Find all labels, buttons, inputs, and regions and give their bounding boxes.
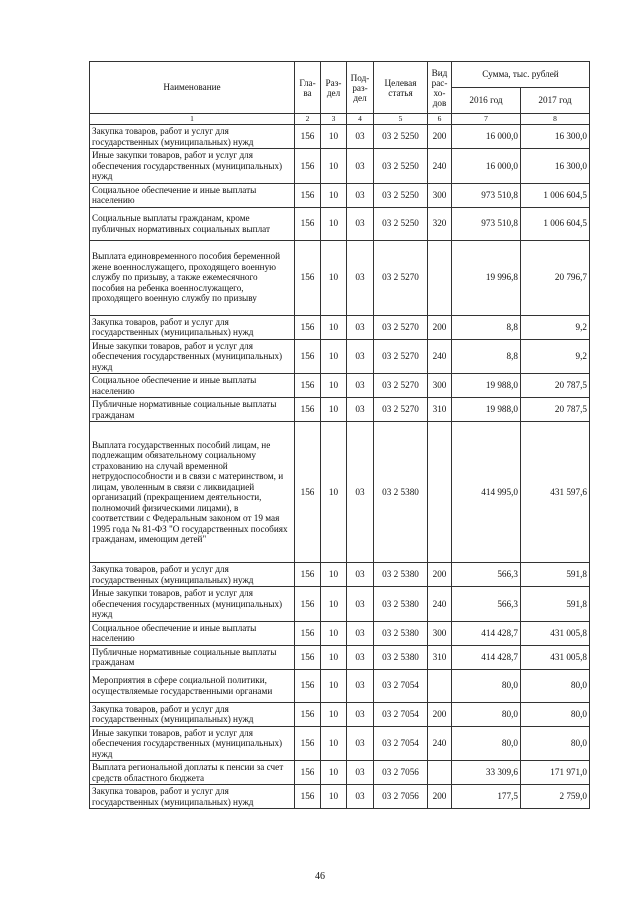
table-row — [90, 785, 590, 809]
row-vid — [428, 240, 452, 315]
row-name: Социальное обеспечение и иные выплаты населению — [90, 621, 295, 645]
row-celevaya: 03 2 5380 — [374, 422, 428, 563]
row-vid — [428, 761, 452, 785]
table-row — [90, 398, 590, 422]
row-celevaya: 03 2 5250 — [374, 125, 428, 149]
row-sum-2017: 431 597,6 — [521, 422, 590, 563]
row-podrazdel: 03 — [347, 563, 374, 587]
row-sum-2016: 566,3 — [452, 563, 521, 587]
row-name: Публичные нормативные социальные выплаты гражданам — [90, 398, 295, 422]
row-sum-2016: 16 000,0 — [452, 125, 521, 149]
row-glava: 156 — [295, 339, 321, 374]
column-number: 8 — [521, 114, 590, 125]
row-razdel: 10 — [321, 645, 347, 669]
row-vid: 240 — [428, 726, 452, 761]
header-celevaya: Целевая статья — [374, 62, 428, 114]
column-number-row — [90, 114, 590, 125]
row-name: Закупка товаров, работ и услуг для государственных (муниципальных) нужд — [90, 315, 295, 339]
row-vid: 300 — [428, 621, 452, 645]
table-row — [90, 726, 590, 761]
table-row — [90, 240, 590, 315]
row-name: Социальное обеспечение и иные выплаты населению — [90, 183, 295, 207]
row-celevaya: 03 2 7054 — [374, 702, 428, 726]
row-glava: 156 — [295, 374, 321, 398]
column-number: 7 — [452, 114, 521, 125]
row-razdel: 10 — [321, 240, 347, 315]
row-sum-2017: 591,8 — [521, 563, 590, 587]
row-glava: 156 — [295, 726, 321, 761]
row-sum-2017: 80,0 — [521, 702, 590, 726]
row-glava: 156 — [295, 422, 321, 563]
row-sum-2017: 20 787,5 — [521, 374, 590, 398]
row-sum-2017: 16 300,0 — [521, 149, 590, 184]
row-sum-2017: 171 971,0 — [521, 761, 590, 785]
table-row — [90, 125, 590, 149]
table-row — [90, 702, 590, 726]
row-name: Закупка товаров, работ и услуг для государственных (муниципальных) нужд — [90, 125, 295, 149]
row-glava: 156 — [295, 240, 321, 315]
header-razdel: Раз-дел — [321, 62, 347, 114]
row-vid: 240 — [428, 149, 452, 184]
table-row — [90, 339, 590, 374]
table-row — [90, 761, 590, 785]
table-row — [90, 645, 590, 669]
row-sum-2017: 431 005,8 — [521, 645, 590, 669]
row-celevaya: 03 2 5250 — [374, 183, 428, 207]
row-razdel: 10 — [321, 207, 347, 240]
row-name: Социальные выплаты гражданам, кроме публичных нормативных социальных выплат — [90, 207, 295, 240]
row-sum-2017: 1 006 604,5 — [521, 183, 590, 207]
row-sum-2017: 9,2 — [521, 339, 590, 374]
row-razdel: 10 — [321, 339, 347, 374]
row-sum-2016: 973 510,8 — [452, 207, 521, 240]
row-vid — [428, 669, 452, 702]
row-celevaya: 03 2 5270 — [374, 339, 428, 374]
row-sum-2016: 414 428,7 — [452, 645, 521, 669]
row-celevaya: 03 2 5270 — [374, 240, 428, 315]
row-vid: 200 — [428, 125, 452, 149]
row-glava: 156 — [295, 183, 321, 207]
row-name: Иные закупки товаров, работ и услуг для обеспечения государственных (муниципальных) нужд — [90, 339, 295, 374]
row-sum-2017: 431 005,8 — [521, 621, 590, 645]
row-name: Закупка товаров, работ и услуг для государственных (муниципальных) нужд — [90, 563, 295, 587]
table-row — [90, 669, 590, 702]
row-name: Выплата региональной доплаты к пенсии за счет средств областного бюджета — [90, 761, 295, 785]
row-razdel: 10 — [321, 761, 347, 785]
header-name: Наименование — [90, 62, 295, 114]
table-row — [90, 422, 590, 563]
row-glava: 156 — [295, 645, 321, 669]
row-podrazdel: 03 — [347, 149, 374, 184]
row-podrazdel: 03 — [347, 339, 374, 374]
row-podrazdel: 03 — [347, 669, 374, 702]
column-number: 1 — [90, 114, 295, 125]
table-row — [90, 374, 590, 398]
table-row — [90, 149, 590, 184]
row-sum-2017: 20 787,5 — [521, 398, 590, 422]
row-sum-2016: 16 000,0 — [452, 149, 521, 184]
row-sum-2017: 80,0 — [521, 669, 590, 702]
row-sum-2016: 80,0 — [452, 669, 521, 702]
row-sum-2016: 19 988,0 — [452, 374, 521, 398]
table-body — [90, 125, 590, 809]
header-glava: Гла-ва — [295, 62, 321, 114]
row-podrazdel: 03 — [347, 702, 374, 726]
row-name: Закупка товаров, работ и услуг для государственных (муниципальных) нужд — [90, 702, 295, 726]
row-sum-2016: 33 309,6 — [452, 761, 521, 785]
row-sum-2016: 19 988,0 — [452, 398, 521, 422]
row-sum-2017: 2 759,0 — [521, 785, 590, 809]
row-glava: 156 — [295, 398, 321, 422]
row-sum-2017: 1 006 604,5 — [521, 207, 590, 240]
row-vid: 200 — [428, 785, 452, 809]
row-sum-2017: 16 300,0 — [521, 125, 590, 149]
row-podrazdel: 03 — [347, 785, 374, 809]
row-sum-2017: 591,8 — [521, 587, 590, 622]
row-glava: 156 — [295, 621, 321, 645]
table-row — [90, 587, 590, 622]
row-glava: 156 — [295, 669, 321, 702]
row-glava: 156 — [295, 125, 321, 149]
column-number: 2 — [295, 114, 321, 125]
row-podrazdel: 03 — [347, 621, 374, 645]
row-sum-2016: 414 428,7 — [452, 621, 521, 645]
row-razdel: 10 — [321, 563, 347, 587]
row-razdel: 10 — [321, 702, 347, 726]
budget-table — [89, 61, 590, 809]
row-glava: 156 — [295, 315, 321, 339]
table-row — [90, 621, 590, 645]
row-name: Выплата единовременного пособия беременной жене военнослужащего, проходящего военную службу по призыву, а также ежемесячного пособия на ребенка военнослужащего, проходящего военную службу по призыву — [90, 240, 295, 315]
row-vid: 320 — [428, 207, 452, 240]
row-podrazdel: 03 — [347, 761, 374, 785]
row-razdel: 10 — [321, 183, 347, 207]
row-podrazdel: 03 — [347, 645, 374, 669]
row-glava: 156 — [295, 785, 321, 809]
column-number: 5 — [374, 114, 428, 125]
row-sum-2016: 566,3 — [452, 587, 521, 622]
row-celevaya: 03 2 7054 — [374, 726, 428, 761]
row-vid: 200 — [428, 563, 452, 587]
row-sum-2016: 19 996,8 — [452, 240, 521, 315]
row-name: Публичные нормативные социальные выплаты гражданам — [90, 645, 295, 669]
row-sum-2016: 80,0 — [452, 726, 521, 761]
row-glava: 156 — [295, 207, 321, 240]
row-celevaya: 03 2 7056 — [374, 785, 428, 809]
row-podrazdel: 03 — [347, 240, 374, 315]
row-celevaya: 03 2 7054 — [374, 669, 428, 702]
column-number: 4 — [347, 114, 374, 125]
row-celevaya: 03 2 5270 — [374, 398, 428, 422]
row-name: Иные закупки товаров, работ и услуг для обеспечения государственных (муниципальных) нужд — [90, 726, 295, 761]
row-podrazdel: 03 — [347, 398, 374, 422]
row-vid — [428, 422, 452, 563]
row-vid: 300 — [428, 374, 452, 398]
row-sum-2016: 177,5 — [452, 785, 521, 809]
row-podrazdel: 03 — [347, 125, 374, 149]
row-razdel: 10 — [321, 587, 347, 622]
table-row — [90, 315, 590, 339]
row-razdel: 10 — [321, 669, 347, 702]
row-name: Мероприятия в сфере социальной политики, осуществляемые государственными органами — [90, 669, 295, 702]
header-2017: 2017 год — [521, 88, 590, 114]
row-podrazdel: 03 — [347, 374, 374, 398]
header-2016: 2016 год — [452, 88, 521, 114]
row-razdel: 10 — [321, 621, 347, 645]
row-celevaya: 03 2 5270 — [374, 374, 428, 398]
row-sum-2017: 9,2 — [521, 315, 590, 339]
row-sum-2017: 20 796,7 — [521, 240, 590, 315]
row-podrazdel: 03 — [347, 315, 374, 339]
row-name: Закупка товаров, работ и услуг для государственных (муниципальных) нужд — [90, 785, 295, 809]
row-glava: 156 — [295, 702, 321, 726]
row-vid: 240 — [428, 339, 452, 374]
row-vid: 200 — [428, 315, 452, 339]
row-podrazdel: 03 — [347, 422, 374, 563]
row-vid: 310 — [428, 645, 452, 669]
table-row — [90, 563, 590, 587]
column-number: 6 — [428, 114, 452, 125]
row-razdel: 10 — [321, 149, 347, 184]
row-podrazdel: 03 — [347, 587, 374, 622]
row-celevaya: 03 2 7056 — [374, 761, 428, 785]
row-glava: 156 — [295, 761, 321, 785]
row-vid: 300 — [428, 183, 452, 207]
row-razdel: 10 — [321, 125, 347, 149]
row-razdel: 10 — [321, 374, 347, 398]
row-razdel: 10 — [321, 398, 347, 422]
row-sum-2016: 973 510,8 — [452, 183, 521, 207]
row-razdel: 10 — [321, 315, 347, 339]
header-summa: Сумма, тыс. рублей — [452, 62, 590, 88]
row-name: Иные закупки товаров, работ и услуг для обеспечения государственных (муниципальных) нужд — [90, 149, 295, 184]
row-podrazdel: 03 — [347, 183, 374, 207]
row-podrazdel: 03 — [347, 726, 374, 761]
row-celevaya: 03 2 5380 — [374, 621, 428, 645]
row-celevaya: 03 2 5380 — [374, 563, 428, 587]
row-celevaya: 03 2 5250 — [374, 207, 428, 240]
row-sum-2016: 8,8 — [452, 315, 521, 339]
row-vid: 310 — [428, 398, 452, 422]
column-number: 3 — [321, 114, 347, 125]
row-razdel: 10 — [321, 726, 347, 761]
row-vid: 200 — [428, 702, 452, 726]
row-glava: 156 — [295, 563, 321, 587]
row-celevaya: 03 2 5270 — [374, 315, 428, 339]
table-row — [90, 207, 590, 240]
row-vid: 240 — [428, 587, 452, 622]
header-vid: Вид рас-хо-дов — [428, 62, 452, 114]
row-podrazdel: 03 — [347, 207, 374, 240]
header-podrazdel: Под-раз-дел — [347, 62, 374, 114]
row-glava: 156 — [295, 149, 321, 184]
table-row — [90, 183, 590, 207]
table-header — [90, 62, 590, 125]
row-sum-2016: 414 995,0 — [452, 422, 521, 563]
row-name: Выплата государственных пособий лицам, не подлежащим обязательному социальному страхованию на случай временной нетрудоспособности и в связи с материнством, и лицам, уволенным в связи с ликвидацией организаций (прекращением деятельности, полномочий физическими лицами), в соответствии с Федеральным законом от 19 мая 1995 года № 81-ФЗ "О государственных пособиях гражданам, имеющим детей" — [90, 422, 295, 563]
page-number: 46 — [315, 871, 325, 882]
row-sum-2016: 8,8 — [452, 339, 521, 374]
row-name: Иные закупки товаров, работ и услуг для обеспечения государственных (муниципальных) нужд — [90, 587, 295, 622]
row-celevaya: 03 2 5380 — [374, 645, 428, 669]
row-celevaya: 03 2 5250 — [374, 149, 428, 184]
row-celevaya: 03 2 5380 — [374, 587, 428, 622]
row-razdel: 10 — [321, 785, 347, 809]
row-sum-2017: 80,0 — [521, 726, 590, 761]
row-glava: 156 — [295, 587, 321, 622]
row-razdel: 10 — [321, 422, 347, 563]
row-sum-2016: 80,0 — [452, 702, 521, 726]
row-name: Социальное обеспечение и иные выплаты населению — [90, 374, 295, 398]
